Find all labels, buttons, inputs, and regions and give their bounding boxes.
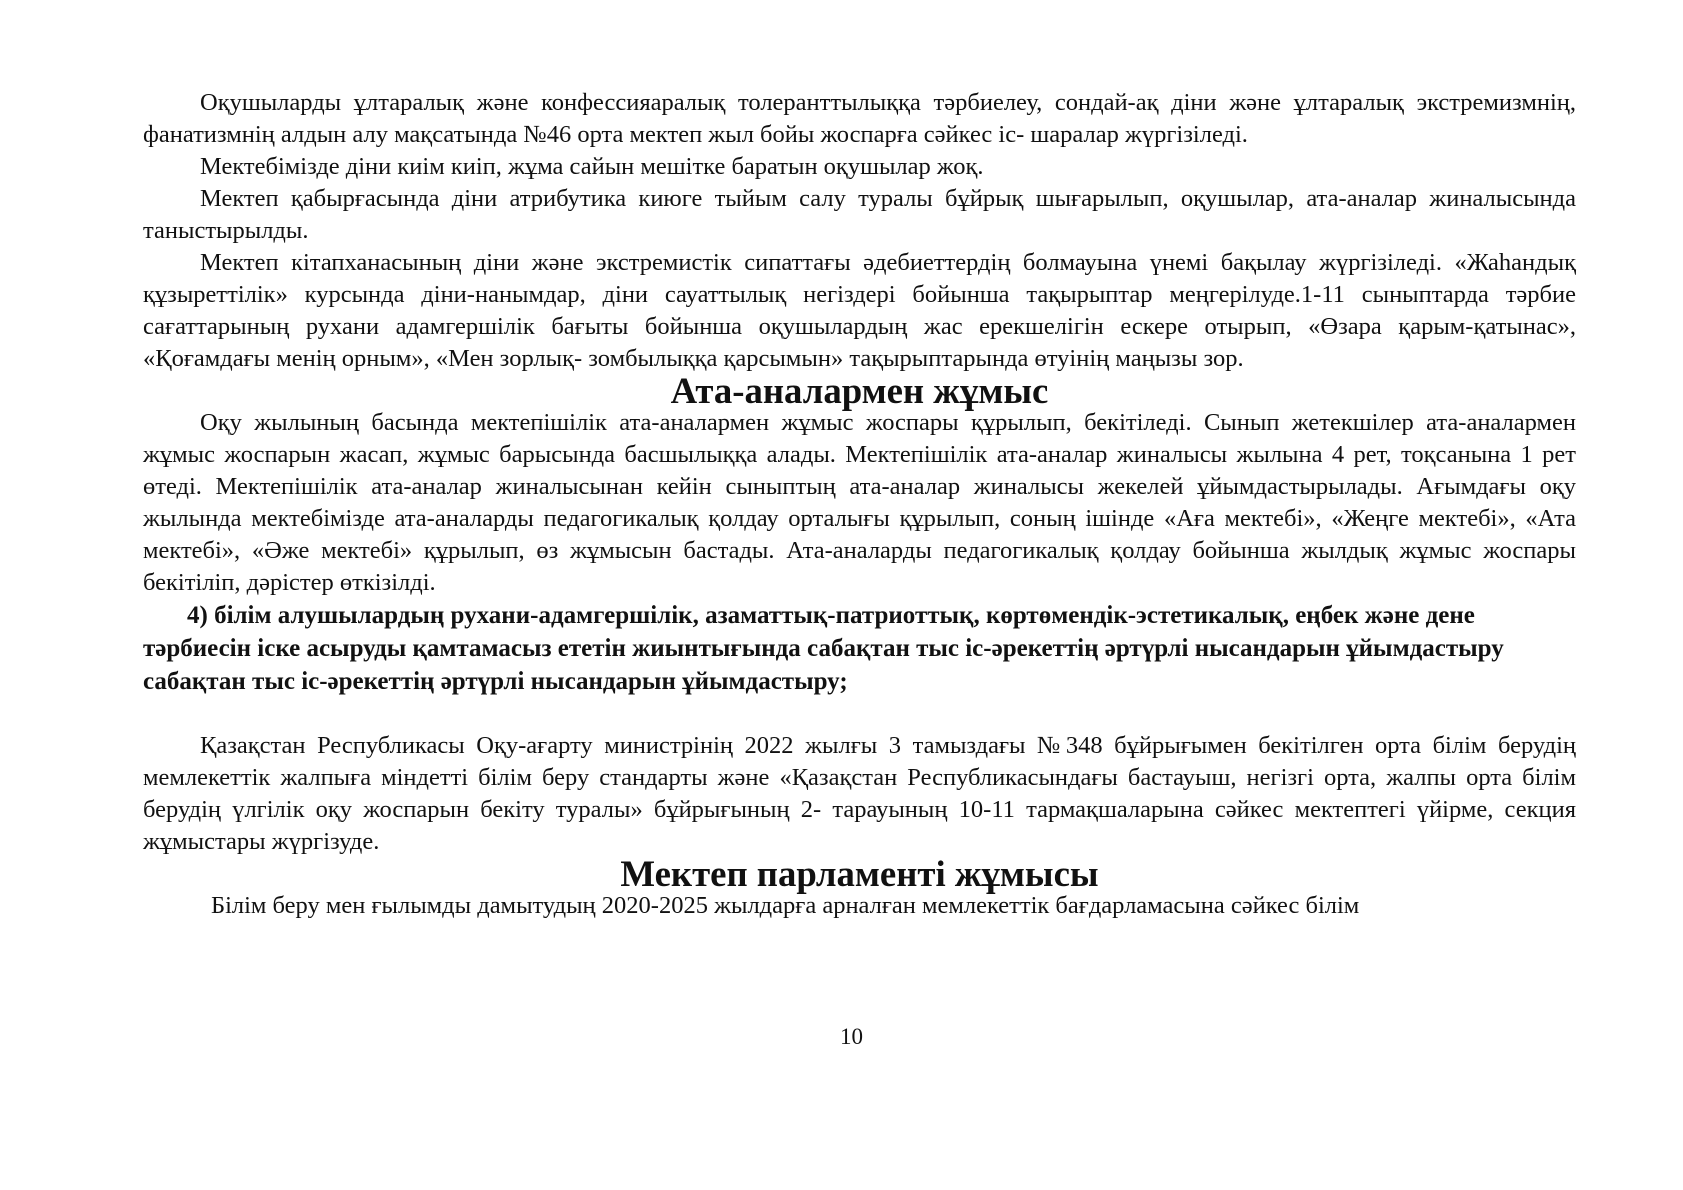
paragraph-religious-clothing: Мектебімізде діни киім киіп, жұма сайын мешітке баратын оқушылар жоқ.	[200, 153, 984, 180]
blank-line	[143, 698, 1576, 730]
paragraph-tolerance: Оқушыларды ұлтаралық және конфессияаралық толеранттылыққа тәрбиелеу, сондай-ақ діни және ұлтаралық экстремизмнің, фанатизмнің алдын алу мақсатында №46 орта мектеп жыл бойы жоспарға сәйкес іс- шаралар жүргізіледі.	[143, 89, 1576, 148]
paragraph-ministry-order: Қазақстан Республикасы Оқу-ағарту министрінің 2022 жылғы 3 тамыздағы №348 бұйрығымен бекітілген орта білім берудің мемлекеттік жалпыға міндетті білім беру стандарты және «Қазақстан Республикасындағы бастауыш, негізгі орта, жалпы орта білім берудің үлгілік оқу жоспарын бекіту туралы» бұйрығының 2- тарауының 10-11 тармақшаларына сәйкес мектептегі үйірме, секция жұмыстары жүргізуде.	[143, 732, 1576, 855]
section-heading-4: 4) білім алушылардың рухани-адамгершілік, азаматтық-патриоттық, көртөмендік-эстетикалық, еңбек және дене тәрбиесін іске асыруды қамтамасыз ететін жиынтығында сабақтан тыс іс-әрекеттің әртүрлі нысандарын ұйымдастыру сабақтан тыс іс-әрекеттің әртүрлі нысандарын ұйымдастыру;	[143, 602, 1504, 695]
paragraph-parents-work: Оқу жылының басында мектепішілік ата-аналармен жұмыс жоспары құрылып, бекітіледі. Сынып жетекшілер ата-аналармен жұмыс жоспарын жасап, жұмыс барысында басшылыққа алады. Мектепішілік ата-аналар жиналысы жылына 4 рет, тоқсанына 1 рет өтеді. Мектепішілік ата-аналар жиналысынан кейін сыныптың ата-аналар жиналысы жекелей ұйымдастырылады. Ағымдағы оқу жылында мектебімізде ата-аналарды педагогикалық қолдау орталығы құрылып, соның ішінде «Аға мектебі», «Жеңге мектебі», «Ата мектебі», «Әже мектебі» құрылып, өз жұмысын бастады. Ата-аналарды педагогикалық қолдау бойынша жылдық жұмыс жоспары бекітіліп, дәрістер өткізілді.	[143, 409, 1576, 596]
paragraph-state-program: Білім беру мен ғылымды дамытудың 2020-2025 жылдарға арналған мемлекеттік бағдарламасына сәйкес білім	[211, 892, 1360, 919]
heading-parents-work: Ата-аналармен жұмыс	[670, 370, 1049, 411]
document-page	[143, 87, 1576, 922]
heading-parliament-work: Мектеп парламенті жұмысы	[620, 853, 1099, 894]
paragraph-library-control: Мектеп кітапханасының діни және экстремистік сипаттағы әдебиеттердің болмауына үнемі бақылау жүргізіледі. «Жаһандық құзыреттілік» курсында діни-нанымдар, діни сауаттылық негіздері бойынша тақырыптар меңгерілуде.1-11 сыныптарда тәрбие сағаттарының рухани адамгершілік бағыты бойынша оқушылардың жас ерекшелігін ескере отырып, «Өзара қарым-қатынас», «Қоғамдағы менің орным», «Мен зорлық- зомбылыққа қарсымын» тақырыптарында өтуінің маңызы зор.	[143, 249, 1576, 372]
page-number: 10	[840, 1024, 863, 1049]
paragraph-attributes-order: Мектеп қабырғасында діни атрибутика киюге тыйым салу туралы бұйрық шығарылып, оқушылар, ата-аналар жиналысында таныстырылды.	[143, 185, 1576, 244]
